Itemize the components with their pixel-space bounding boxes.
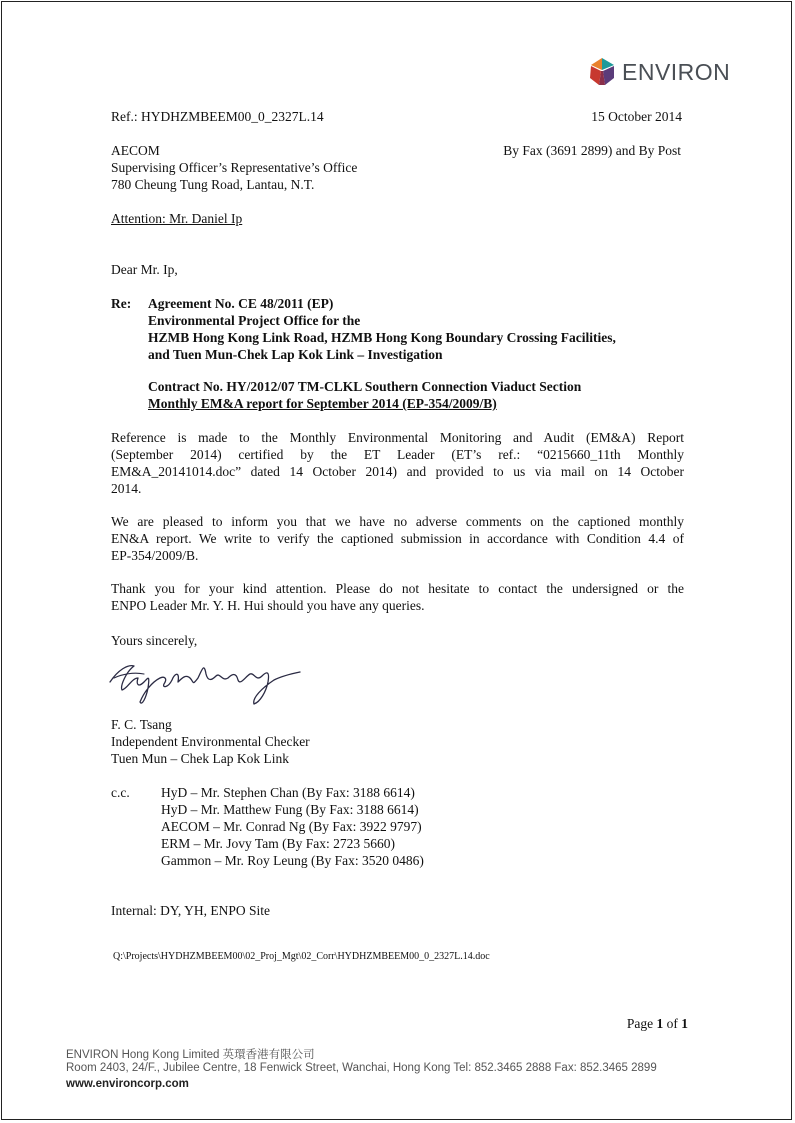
page-current: 1 <box>656 1016 664 1031</box>
subject-label: Re: <box>111 296 132 311</box>
environ-logo <box>586 56 730 88</box>
cc-item: HyD – Mr. Stephen Chan (By Fax: 3188 6614) <box>161 785 415 800</box>
delivery-method: By Fax (3691 2899) and By Post <box>503 143 681 158</box>
contract-block <box>148 378 581 412</box>
signatory-block <box>111 716 310 767</box>
paragraph-no-comments <box>111 513 684 564</box>
footer-company: ENVIRON Hong Kong Limited 英環香港有限公司 <box>66 1049 315 1061</box>
recipient-address <box>111 142 357 193</box>
page-number <box>627 1015 688 1032</box>
paragraph-thanks <box>111 580 684 614</box>
signatory-title: Independent Environmental Checker <box>111 734 310 749</box>
letter-date: 15 October 2014 <box>591 109 682 124</box>
logo-text: ENVIRON <box>622 59 731 85</box>
paragraph-line: ENPO Leader Mr. Y. H. Hui should you have any queries. <box>111 598 425 613</box>
cc-item: ERM – Mr. Jovy Tam (By Fax: 2723 5660) <box>161 836 395 851</box>
subject-line: Environmental Project Office for the <box>148 313 361 328</box>
footer-website: www.environcorp.com <box>66 1078 189 1090</box>
subject-line: and Tuen Mun-Chek Lap Kok Link – Investigation <box>148 347 443 362</box>
signatory-project: Tuen Mun – Chek Lap Kok Link <box>111 751 289 766</box>
signatory-name: F. C. Tsang <box>111 717 172 732</box>
page-prefix: Page <box>626 1016 657 1031</box>
paragraph-line: EN&A report. We write to verify the captioned submission in accordance with Condition 4.4 of <box>111 531 684 546</box>
recipient-line: 780 Cheung Tung Road, Lantau, N.T. <box>111 177 315 192</box>
subject-line: HZMB Hong Kong Link Road, HZMB Hong Kong Boundary Crossing Facilities, <box>148 330 616 345</box>
paragraph-line: 2014. <box>111 481 142 496</box>
report-title: Monthly EM&A report for September 2014 (EP-354/2009/B) <box>148 396 497 411</box>
page-of: of <box>663 1016 682 1031</box>
closing: Yours sincerely, <box>111 633 198 648</box>
cc-label: c.c. <box>111 785 130 800</box>
cc-list <box>161 784 424 869</box>
contract-title: Contract No. HY/2012/07 TM-CLKL Southern Connection Viaduct Section <box>148 379 582 394</box>
paragraph-line: EP-354/2009/B. <box>111 548 199 563</box>
paragraph-line: Reference is made to the Monthly Environmental Monitoring and Audit (EM&A) Report <box>111 430 684 445</box>
cc-item: AECOM – Mr. Conrad Ng (By Fax: 3922 9797) <box>161 819 422 834</box>
cc-item: Gammon – Mr. Roy Leung (By Fax: 3520 0486) <box>161 853 424 868</box>
subject-line: Agreement No. CE 48/2011 (EP) <box>148 296 334 311</box>
cc-item: HyD – Mr. Matthew Fung (By Fax: 3188 6614) <box>161 802 419 817</box>
reference-number: Ref.: HYDHZMBEEM00_0_2327L.14 <box>111 109 324 124</box>
paragraph-reference <box>111 429 684 497</box>
salutation: Dear Mr. Ip, <box>111 262 178 277</box>
footer-address: Room 2403, 24/F., Jubilee Centre, 18 Fenwick Street, Wanchai, Hong Kong Tel: 852.3465 2888 Fax: 852.3465 2899 <box>66 1062 657 1074</box>
subject-block <box>148 295 616 363</box>
file-path: Q:\Projects\HYDHZMBEEM00\02_Proj_Mgt\02_Corr\HYDHZMBEEM00_0_2327L.14.doc <box>113 951 490 962</box>
paragraph-line: We are pleased to inform you that we have no adverse comments on the captioned monthly <box>111 514 684 529</box>
paragraph-line: EM&A_20141014.doc” dated 14 October 2014) and provided to us via mail on 14 October <box>111 464 684 479</box>
paragraph-line: Thank you for your kind attention. Please do not hesitate to contact the undersigned or the <box>111 581 684 596</box>
page-total: 1 <box>681 1016 688 1031</box>
paragraph-line: (September 2014) certified by the ET Leader (ET’s ref.: “0215660_11th Monthly <box>111 447 684 462</box>
handwritten-signature <box>104 652 304 710</box>
recipient-line: AECOM <box>111 143 160 158</box>
recipient-line: Supervising Officer’s Representative’s Office <box>111 160 358 175</box>
internal-distribution: Internal: DY, YH, ENPO Site <box>111 903 270 918</box>
environ-logo-icon <box>586 56 618 88</box>
attention-line: Attention: Mr. Daniel Ip <box>111 211 243 226</box>
